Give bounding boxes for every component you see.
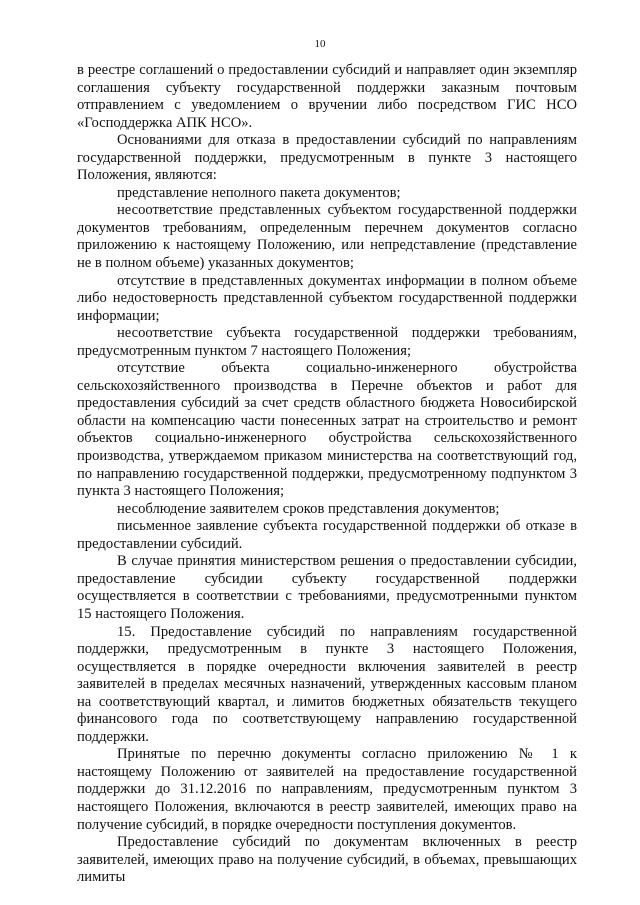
- page-number: 10: [314, 38, 326, 50]
- paragraph: в реестре соглашений о предоставлении субсидий и направляет один экземпляр соглашения субъекту государственной поддержки заказным почтовым отправлением с уведомлением о вручении либо посредством ГИС НСО «Господдержка АПК НСО».: [77, 62, 577, 131]
- paragraph: В случае принятия министерством решения о предоставлении субсидии, предоставление субсидии субъекту государственной поддержки осуществляется в соответствии с требованиями, предусмотренными пунктом 15 настоящего Положения.: [77, 553, 577, 622]
- paragraph: несоответствие субъекта государственной поддержки требованиям, предусмотренным пунктом 7 настоящего Положения;: [77, 325, 577, 359]
- paragraph: Основаниями для отказа в предоставлении субсидий по направлениям государственной поддержки, предусмотренным в пункте 3 настоящего Положения, являются:: [77, 132, 577, 184]
- paragraph: Предоставление субсидий по документам включенных в реестр заявителей, имеющих право на получение субсидий, в объемах, превышающих лимиты: [77, 834, 577, 886]
- paragraph: 15. Предоставление субсидий по направлениям государственной поддержки, предусмотренным в пункте 3 настоящего Положения, осуществляется в порядке очередности включения заявителей в реестр заявителей в пределах месячных назначений, утвержденных кассовым планом на соответствующий квартал, и лимитов бюджетных обязательств текущего финансового года по соответствующему направлению государственной поддержки.: [77, 623, 577, 745]
- paragraph: письменное заявление субъекта государственной поддержки об отказе в предоставлении субсидий.: [77, 518, 577, 552]
- paragraph: несоблюдение заявителем сроков представления документов;: [117, 500, 500, 517]
- paragraph: Принятые по перечню документы согласно приложению № 1 к настоящему Положению от заявителей на предоставление государственной поддержки до 31.12.2016 по направлениям, предусмотренным пунктом 3 настоящего Положения, включаются в реестр заявителей, имеющих право на получение субсидий, в порядке очередности поступления документов.: [77, 746, 577, 833]
- paragraph: несоответствие представленных субъектом государственной поддержки документов требованиям, определенным перечнем документов согласно приложению к настоящему Положению, или непредставление (представление не в полном объеме) указанных документов;: [77, 202, 577, 272]
- paragraph: отсутствие объекта социально-инженерного обустройства сельскохозяйственного производства в Перечне объектов и работ для предоставления субсидий за счет средств областного бюджета Новосибирской области на компенсацию части понесенных затрат на строительство и ремонт объектов социально-инженерного обустройства сельскохозяйственного производства, утверждаемом приказом министерства на соответствующий год, по направлению государственной поддержки, предусмотренному подпунктом 3 пункта 3 настоящего Положения;: [77, 360, 577, 500]
- paragraph: отсутствие в представленных документах информации в полном объеме либо недостоверность представленной субъектом государственной поддержки информации;: [77, 272, 577, 324]
- document-body: [77, 62, 577, 887]
- paragraph: представление неполного пакета документов;: [117, 184, 401, 201]
